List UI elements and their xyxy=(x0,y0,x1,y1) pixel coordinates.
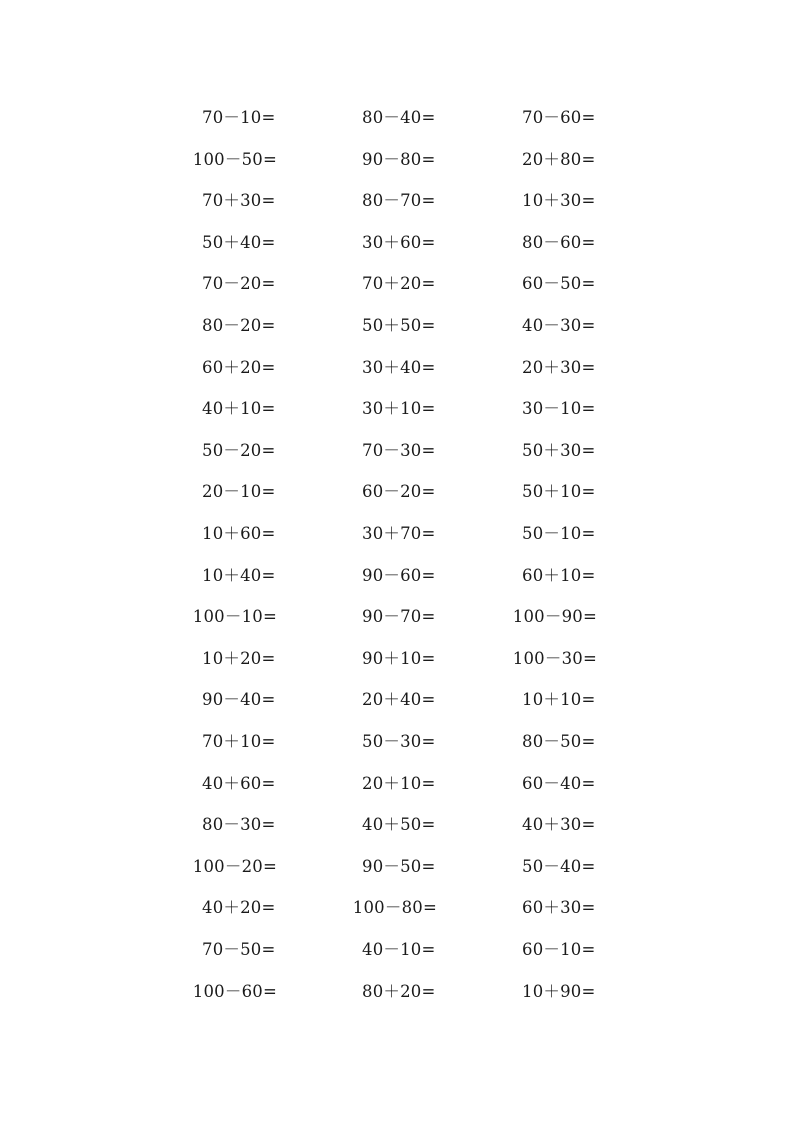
problem-r2-c2: 90－80= xyxy=(362,149,436,169)
problem-r15-c3: 10＋10= xyxy=(522,690,596,710)
problem-r21-c2: 40－10= xyxy=(362,940,436,959)
problem-r6-c3: 40－30= xyxy=(522,316,596,335)
problem-r14-c2: 90＋10= xyxy=(362,648,436,668)
problem-r6-c1: 80－20= xyxy=(202,316,276,335)
problem-r7-c1: 60＋20= xyxy=(202,357,276,377)
problem-r4-c1: 50＋40= xyxy=(202,232,276,252)
problem-r6-c2: 50＋50= xyxy=(362,316,436,335)
problem-r8-c1: 40＋10= xyxy=(202,399,276,419)
problem-r13-c3: 100－90= xyxy=(512,607,597,627)
problem-r8-c2: 30＋10= xyxy=(362,399,436,419)
problem-r16-c1: 70＋10= xyxy=(202,732,276,751)
problem-r10-c2: 60－20= xyxy=(362,482,436,502)
problem-r21-c1: 70－50= xyxy=(202,940,276,959)
problem-r12-c1: 10＋40= xyxy=(202,565,276,585)
problem-r11-c2: 30＋70= xyxy=(362,524,436,543)
problem-r5-c3: 60－50= xyxy=(522,274,596,294)
problem-r22-c1: 100－60= xyxy=(192,981,277,1001)
problem-r16-c3: 80－50= xyxy=(522,732,596,751)
problem-r1-c1: 70－10= xyxy=(202,108,276,127)
problem-r9-c2: 70－30= xyxy=(362,440,436,460)
problem-r5-c1: 70－20= xyxy=(202,274,276,294)
problem-r22-c2: 80＋20= xyxy=(362,981,436,1001)
problem-r14-c3: 100－30= xyxy=(512,648,597,668)
problem-r1-c2: 80－40= xyxy=(362,108,436,127)
problem-r14-c1: 10＋20= xyxy=(202,648,276,668)
problem-r3-c2: 80－70= xyxy=(362,191,436,211)
problem-r2-c1: 100－50= xyxy=(192,149,277,169)
problem-r18-c3: 40＋30= xyxy=(522,815,596,835)
problem-r15-c1: 90－40= xyxy=(202,690,276,710)
problem-r20-c3: 60＋30= xyxy=(522,898,596,918)
problem-r3-c3: 10＋30= xyxy=(522,191,596,211)
problem-r19-c2: 90－50= xyxy=(362,856,436,876)
problem-r10-c3: 50＋10= xyxy=(522,482,596,502)
problem-r21-c3: 60－10= xyxy=(522,940,596,959)
problem-r17-c3: 60－40= xyxy=(522,773,596,793)
problem-r13-c1: 100－10= xyxy=(192,607,277,627)
problem-r20-c1: 40＋20= xyxy=(202,898,276,918)
problem-r15-c2: 20＋40= xyxy=(362,690,436,710)
problem-r17-c2: 20＋10= xyxy=(362,773,436,793)
problem-r22-c3: 10＋90= xyxy=(522,981,596,1001)
problem-r16-c2: 50－30= xyxy=(362,732,436,751)
problem-r18-c2: 40＋50= xyxy=(362,815,436,835)
problem-r9-c1: 50－20= xyxy=(202,440,276,460)
problem-r8-c3: 30－10= xyxy=(522,399,596,419)
problem-r19-c3: 50－40= xyxy=(522,856,596,876)
problem-r18-c1: 80－30= xyxy=(202,815,276,835)
problem-r4-c2: 30＋60= xyxy=(362,232,436,252)
problem-r10-c1: 20－10= xyxy=(202,482,276,502)
problem-r11-c3: 50－10= xyxy=(522,524,596,543)
problem-r1-c3: 70－60= xyxy=(522,108,596,127)
problem-r12-c2: 90－60= xyxy=(362,565,436,585)
problem-r19-c1: 100－20= xyxy=(192,856,277,876)
problem-r4-c3: 80－60= xyxy=(522,232,596,252)
problem-r17-c1: 40＋60= xyxy=(202,773,276,793)
problem-r5-c2: 70＋20= xyxy=(362,274,436,294)
problem-r3-c1: 70＋30= xyxy=(202,191,276,211)
problem-r13-c2: 90－70= xyxy=(362,607,436,627)
problem-r2-c3: 20＋80= xyxy=(522,149,596,169)
problem-r9-c3: 50＋30= xyxy=(522,440,596,460)
problem-r12-c3: 60＋10= xyxy=(522,565,596,585)
problem-r20-c2: 100－80= xyxy=(352,898,437,918)
problem-r11-c1: 10＋60= xyxy=(202,524,276,543)
problem-r7-c2: 30＋40= xyxy=(362,357,436,377)
problem-r7-c3: 20＋30= xyxy=(522,357,596,377)
